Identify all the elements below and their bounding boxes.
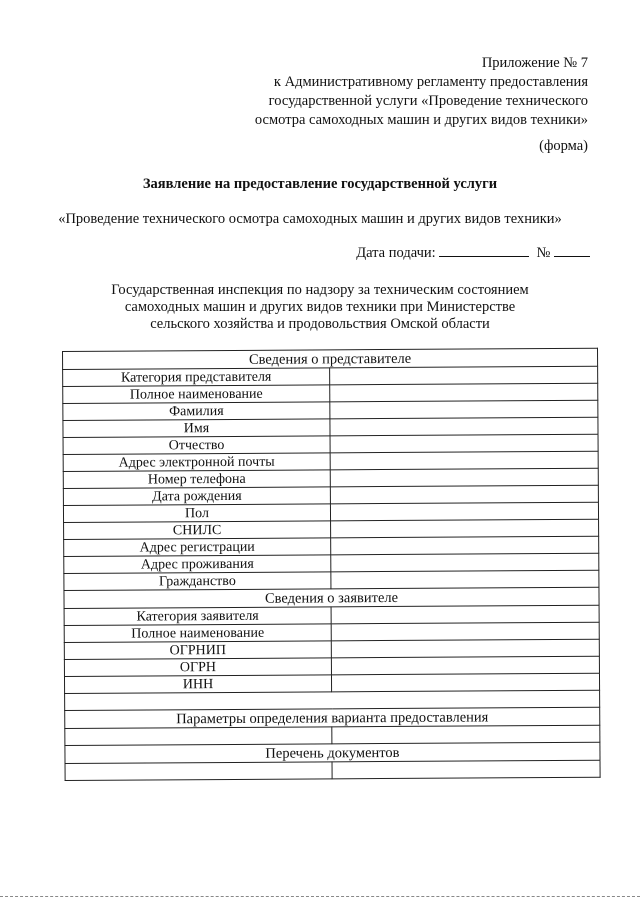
representative-label: Полное наименование	[63, 385, 330, 404]
document-title: Заявление на предоставление государственной услуги	[142, 176, 498, 192]
applicant-value-cell[interactable]	[331, 639, 599, 658]
representative-label: Номер телефона	[63, 470, 330, 489]
appendix-line-1: к Административному регламенту предоставления	[273, 74, 588, 90]
representative-label: Имя	[63, 419, 330, 438]
appendix-line-2: государственной услуги «Проведение технического	[268, 93, 588, 109]
representative-label: Категория представителя	[63, 368, 330, 387]
params-section-header: Параметры определения варианта предоставления	[65, 707, 600, 728]
filing-date-blank[interactable]	[439, 244, 529, 257]
representative-value-cell[interactable]	[330, 451, 598, 470]
representative-label: Адрес электронной почты	[63, 453, 330, 472]
representative-label: Адрес проживания	[64, 555, 331, 574]
applicant-value-cell[interactable]	[331, 605, 599, 624]
applicant-section-header: Сведения о заявителе	[64, 587, 599, 608]
representative-label: СНИЛС	[64, 521, 331, 540]
representative-label: Адрес регистрации	[64, 538, 331, 557]
filing-line	[356, 244, 590, 262]
representative-value-cell[interactable]	[331, 519, 599, 538]
representative-value-cell[interactable]	[330, 485, 598, 504]
filing-number-blank[interactable]	[554, 244, 590, 257]
docs-blank-row	[65, 760, 600, 780]
representative-label: Отчество	[63, 436, 330, 455]
params-blank-row-left-cell[interactable]	[65, 727, 332, 746]
applicant-value-cell[interactable]	[331, 673, 599, 692]
application-form-table	[62, 348, 601, 781]
representative-value-cell[interactable]	[330, 502, 598, 521]
applicant-label: ОГРНИП	[64, 641, 331, 660]
representative-label: Фамилия	[63, 402, 330, 421]
applicant-value-cell[interactable]	[331, 656, 599, 675]
page-edge-rule	[0, 896, 640, 898]
representative-value-cell[interactable]	[330, 383, 598, 402]
representative-label: Пол	[63, 504, 330, 523]
representative-value-cell[interactable]	[330, 366, 598, 385]
docs-blank-row-right-cell[interactable]	[332, 760, 600, 779]
appendix-number: Приложение № 7	[481, 55, 588, 71]
params-blank-row-right-cell[interactable]	[332, 725, 600, 744]
representative-label: Дата рождения	[63, 487, 330, 506]
applicant-label: ОГРН	[64, 658, 331, 677]
filing-date-label: Дата подачи:	[356, 245, 436, 261]
authority-line-1: Государственная инспекция по надзору за техническим состоянием	[111, 282, 529, 298]
representative-value-cell[interactable]	[331, 553, 599, 572]
authority-line-2: самоходных машин и других видов техники при Министерстве	[124, 299, 516, 315]
representative-value-cell[interactable]	[331, 536, 599, 555]
representative-value-cell[interactable]	[331, 570, 599, 589]
filing-number-label: №	[536, 245, 551, 261]
representative-value-cell[interactable]	[330, 417, 598, 436]
representative-label: Гражданство	[64, 572, 331, 591]
representative-value-cell[interactable]	[330, 400, 598, 419]
appendix-header	[255, 54, 588, 130]
form-note: (форма)	[539, 138, 588, 154]
applicant-label: Полное наименование	[64, 624, 331, 643]
appendix-line-3: осмотра самоходных машин и других видов техники»	[254, 112, 588, 128]
docs-section-header: Перечень документов	[65, 742, 600, 763]
representative-section-header: Сведения о представителе	[63, 348, 598, 369]
docs-blank-row-left-cell[interactable]	[65, 762, 332, 781]
authority-block	[70, 282, 570, 333]
representative-value-cell[interactable]	[330, 434, 598, 453]
authority-line-3: сельского хозяйства и продовольствия Омской области	[150, 316, 490, 332]
applicant-label: ИНН	[64, 675, 331, 694]
applicant-label: Категория заявителя	[64, 607, 331, 626]
document-subtitle: «Проведение технического осмотра самоходных машин и других видов техники»	[58, 211, 562, 227]
applicant-value-cell[interactable]	[331, 622, 599, 641]
representative-value-cell[interactable]	[330, 468, 598, 487]
